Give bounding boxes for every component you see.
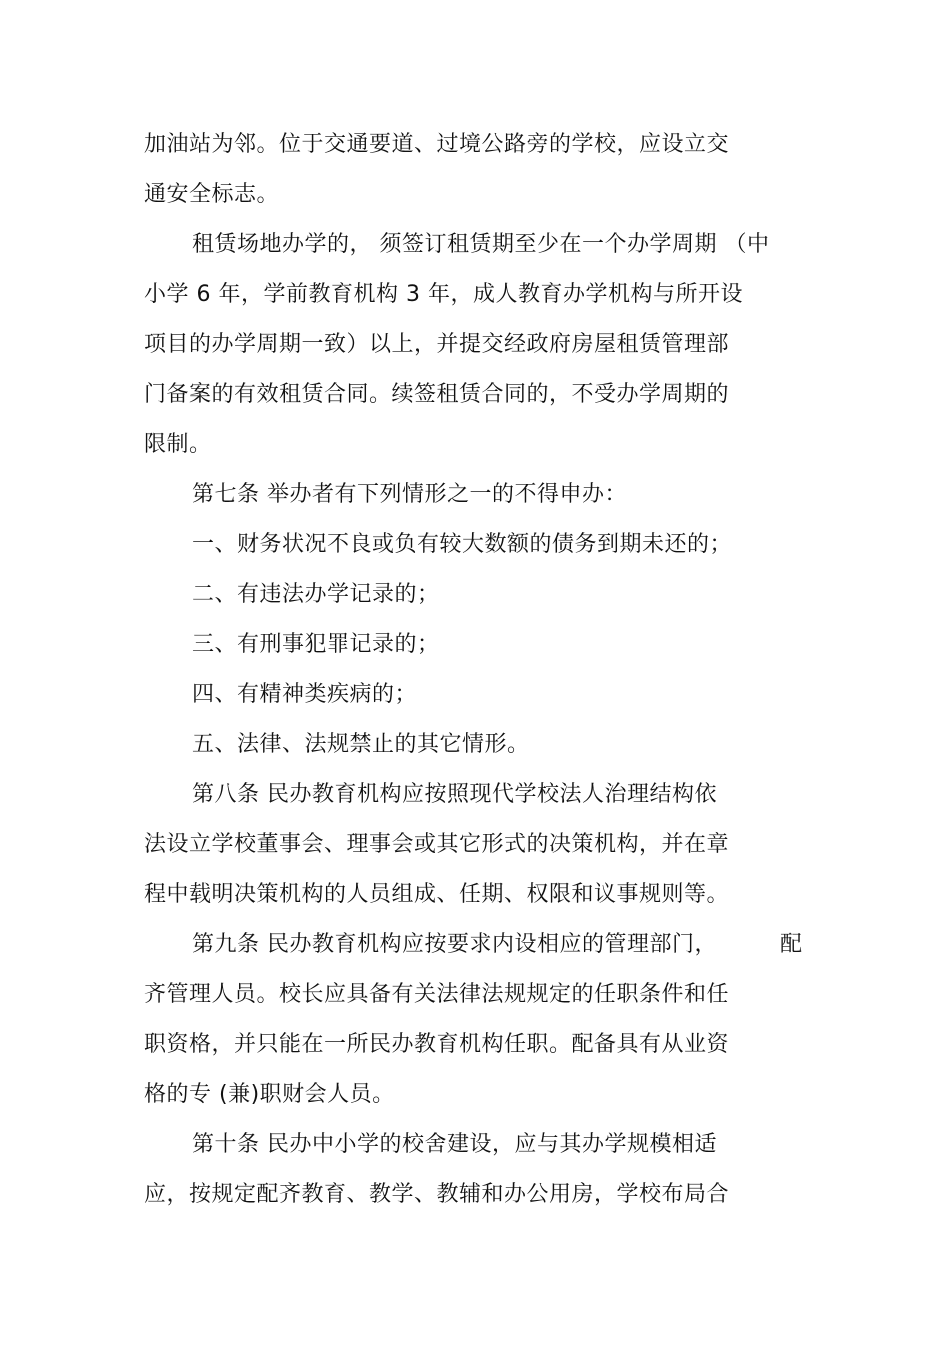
- text-line: 第十条 民办中小学的校舍建设，应与其办学规模相适: [192, 1132, 717, 1157]
- text-line: 四、有精神类疾病的；: [192, 682, 418, 707]
- text-line: 职资格，并只能在一所民办教育机构任职。配备具有从业资: [144, 1032, 730, 1057]
- text-line: 第九条 民办教育机构应按要求内设相应的管理部门，: [192, 932, 717, 957]
- text-line: 法设立学校董事会、理事会或其它形式的决策机构，并在章: [144, 832, 730, 857]
- text-line: 项目的办学周期一致）以上，并提交经政府房屋租赁管理部: [144, 332, 730, 357]
- text-line: 五、法律、法规禁止的其它情形。: [192, 732, 530, 757]
- text-line: 格的专 (兼)职财会人员。: [144, 1082, 395, 1107]
- text-line: 二、有违法办学记录的；: [192, 582, 440, 607]
- text-line: 应，按规定配齐教育、教学、教辅和办公用房，学校布局合: [144, 1182, 730, 1207]
- text-line: 齐管理人员。校长应具备有关法律法规规定的任职条件和任: [144, 982, 730, 1007]
- text-line: 门备案的有效租赁合同。续签租赁合同的，不受办学周期的: [144, 382, 730, 407]
- text-line: 通安全标志。: [144, 182, 280, 207]
- text-line: 一、财务状况不良或负有较大数额的债务到期未还的；: [192, 532, 733, 557]
- text-line: 加油站为邻。位于交通要道、过境公路旁的学校，应设立交: [144, 132, 730, 157]
- text-line: 小学 6 年，学前教育机构 3 年，成人教育办学机构与所开设: [144, 282, 743, 307]
- text-line: 程中载明决策机构的人员组成、任期、权限和议事规则等。: [144, 882, 730, 907]
- text-line: 三、有刑事犯罪记录的；: [192, 632, 440, 657]
- text-line: 配: [780, 932, 803, 957]
- text-line: 限制。: [144, 432, 212, 457]
- text-line: 第八条 民办教育机构应按照现代学校法人治理结构依: [192, 782, 717, 807]
- text-line: 第七条 举办者有下列情形之一的不得申办：: [192, 482, 627, 507]
- text-line: 租赁场地办学的， 须签订租赁期至少在一个办学周期 （中: [192, 232, 770, 257]
